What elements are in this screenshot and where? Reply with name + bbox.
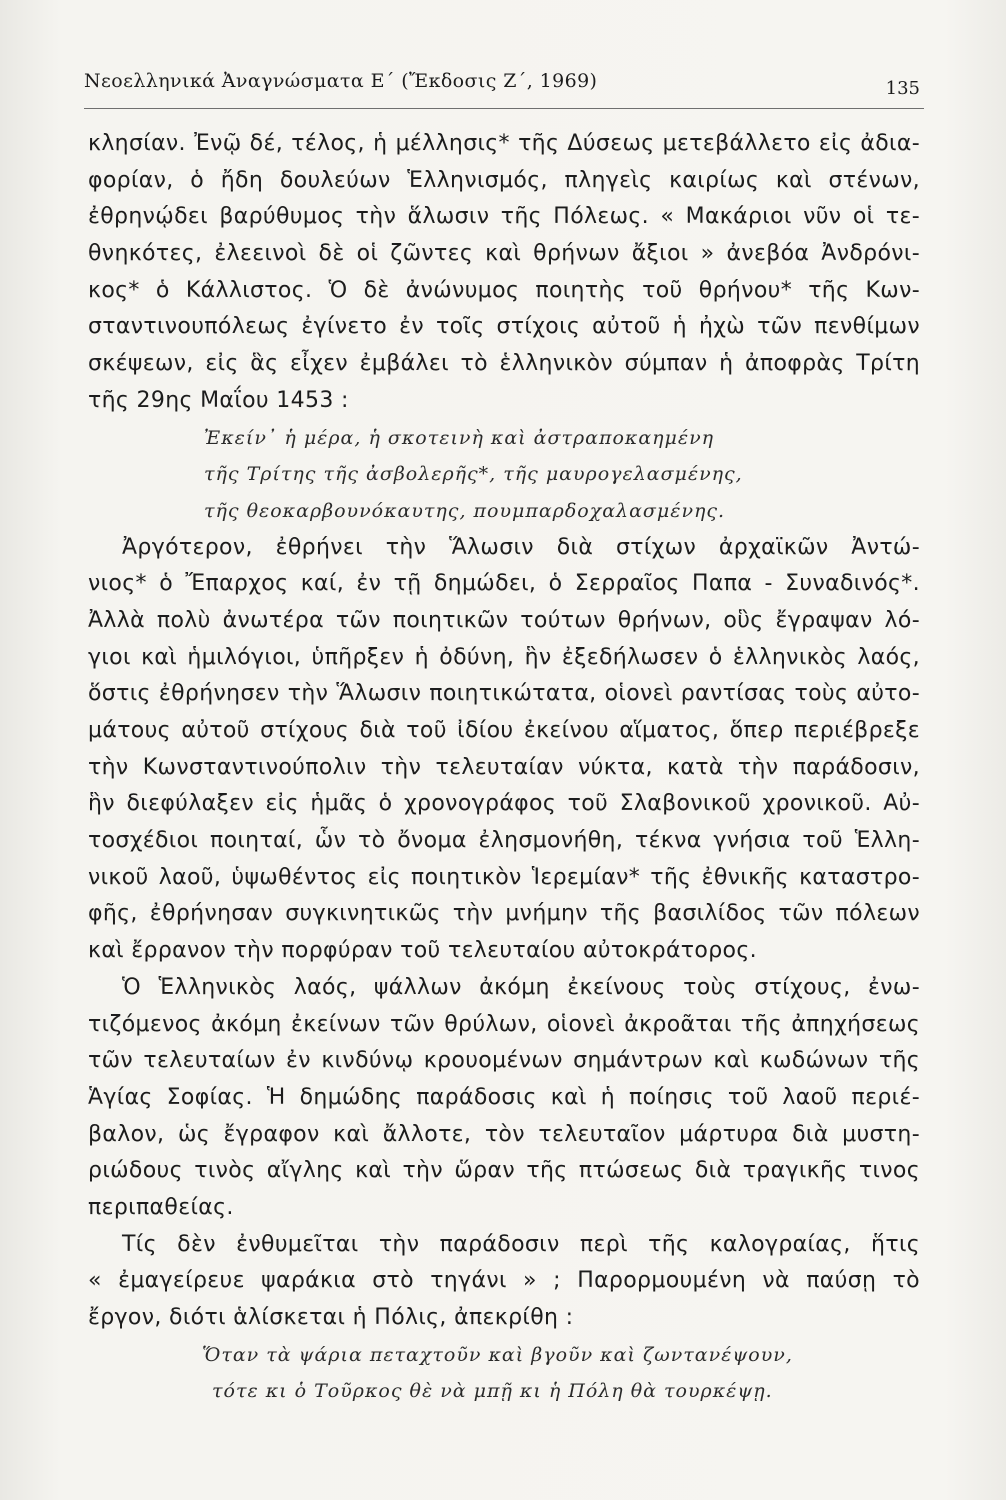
verse-line: Ὅταν τὰ ψάρια πεταχτοῦν καὶ βγοῦν καὶ ζωντανέψουν,: [202, 1343, 793, 1366]
text-line: θνηκότες, ἐλεεινοὶ δὲ οἱ ζῶντες καὶ θρήνων ἄξιοι » ἀνεβόα Ἀνδρόνι-: [88, 241, 920, 267]
text-line: Τίς δὲν ἐνθυμεῖται τὴν παράδοσιν περὶ τῆς καλογραίας, ἥτις: [122, 1231, 920, 1257]
paragraph-1: [88, 126, 920, 420]
text-line: νικοῦ λαοῦ, ὑψωθέντος εἰς ποιητικὸν Ἱερεμίαν* τῆς ἐθνικῆς καταστρο-: [88, 864, 920, 890]
text-line: ἔργον, διότι ἁλίσκεται ἡ Πόλις, ἀπεκρίθη :: [88, 1305, 574, 1330]
text-line: σκέψεων, εἰς ἃς εἶχεν ἐμβάλει τὸ ἑλληνικὸν σύμπαν ἡ ἀποφρὰς Τρίτη: [88, 351, 920, 377]
header-rule: [84, 108, 924, 109]
text-line: καὶ ἔρρανον τὴν πορφύραν τοῦ τελευταίου αὐτοκράτορος.: [88, 938, 757, 964]
text-line: ἣν διεφύλαξεν εἰς ἡμᾶς ὁ χρονογράφος τοῦ Σλαβονικοῦ χρονικοῦ. Αὐ-: [88, 791, 920, 817]
paragraph-4: [88, 1227, 920, 1337]
text-line: τοσχέδιοι ποιηταί, ὧν τὸ ὄνομα ἐλησμονήθη, τέκνα γνήσια τοῦ Ἑλλη-: [88, 828, 920, 854]
text-line: κλησίαν. Ἐνῷ δέ, τέλος, ἡ μέλλησις* τῆς Δύσεως μετεβάλλετο εἰς ἀδια-: [88, 131, 920, 156]
text-line: σταντινουπόλεως ἐγίνετο ἐν τοῖς στίχοις αὐτοῦ ἡ ἠχὼ τῶν πενθίμων: [88, 314, 920, 340]
running-head: [84, 62, 924, 102]
text-line: ἐθρηνῴδει βαρύθυμος τὴν ἅλωσιν τῆς Πόλεως. « Μακάριοι νῦν οἱ τε-: [88, 204, 920, 230]
text-line: γιοι καὶ ἡμιλόγιοι, ὑπῆρξεν ἡ ὀδύνη, ἣν ἐξεδήλωσεν ὁ ἑλληνικὸς λαός,: [88, 644, 920, 670]
verse-line: τότε κι ὁ Τοῦρκος θὲ νὰ μπῇ κι ἡ Πόλη θὰ τουρκέψῃ.: [212, 1380, 773, 1403]
body-text: [88, 126, 920, 1410]
text-line: τῆς 29ης Μαΐου 1453 :: [88, 387, 349, 413]
text-line: τὴν Κωνσταντινούπολιν τὴν τελευταίαν νύκτα, κατὰ τὴν παράδοσιν,: [88, 754, 920, 780]
text-line: βαλον, ὡς ἔγραφον καὶ ἄλλοτε, τὸν τελευταῖον μάρτυρα διὰ μυστη-: [88, 1121, 920, 1147]
text-line: Ἁγίας Σοφίας. Ἡ δημώδης παράδοσις καὶ ἡ ποίησις τοῦ λαοῦ περιέ-: [88, 1084, 920, 1110]
text-line: ριώδους τινὸς αἴγλης καὶ τὴν ὥραν τῆς πτώσεως διὰ τραγικῆς τινος: [88, 1158, 920, 1184]
text-line: « ἐμαγείρευε ψαράκια στὸ τηγάνι » ; Παρορμουμένη νὰ παύσῃ τὸ: [88, 1268, 920, 1294]
text-line: Ἀλλὰ πολὺ ἀνωτέρα τῶν ποιητικῶν τούτων θρήνων, οὓς ἔγραψαν λό-: [88, 607, 920, 633]
verse-line: τῆς Τρίτης τῆς ἀσβολερῆς*, τῆς μαυρογελασμένης,: [204, 463, 743, 486]
running-title: Νεοελληνικά Ἀναγνώσματα Ε΄ (Ἔκδοσις Ζ΄, 1969): [84, 70, 598, 92]
text-line: φῆς, ἐθρήνησαν συγκινητικῶς τὴν μνήμην τῆς βασιλίδος τῶν πόλεων: [88, 901, 920, 927]
text-line: νιος* ὁ Ἔπαρχος καί, ἐν τῇ δημώδει, ὁ Σερραῖος Παπα - Συναδινός*.: [88, 571, 920, 597]
text-line: φορίαν, ὁ ἤδη δουλεύων Ἑλληνισμός, πληγεὶς καιρίως καὶ στένων,: [88, 167, 920, 193]
page-number: 135: [885, 78, 920, 99]
text-line: τιζόμενος ἀκόμη ἐκείνων τῶν θρύλων, οἱονεὶ ἀκροᾶται τῆς ἀπηχήσεως: [88, 1011, 920, 1037]
text-line: κος* ὁ Κάλλιστος. Ὁ δὲ ἀνώνυμος ποιητὴς τοῦ θρήνου* τῆς Κων-: [88, 277, 920, 303]
paragraph-2: [88, 530, 920, 970]
text-line: τῶν τελευταίων ἐν κινδύνῳ κρουομένων σημάντρων καὶ κωδώνων τῆς: [88, 1048, 920, 1074]
text-line: ὅστις ἐθρήνησεν τὴν Ἅλωσιν ποιητικώτατα, οἱονεὶ ραντίσας τοὺς αὐτο-: [88, 681, 920, 707]
text-line: μάτους αὐτοῦ στίχους διὰ τοῦ ἰδίου ἐκείνου αἵματος, ὅπερ περιέβρεξε: [88, 718, 920, 743]
verse-lament: [88, 420, 920, 530]
verse-line: Ἐκείν᾽ ἡ μέρα, ἡ σκοτεινὴ καὶ ἀστραποκαημένη: [204, 426, 715, 449]
text-line: Ἀργότερον, ἐθρήνει τὴν Ἅλωσιν διὰ στίχων ἀρχαϊκῶν Ἀντώ-: [122, 534, 920, 560]
text-line: Ὁ Ἑλληνικὸς λαός, ψάλλων ἀκόμη ἐκείνους τοὺς στίχους, ἐνω-: [122, 974, 920, 1000]
verse-line: τῆς θεοκαρβουνόκαυτης, πουμπαρδοχαλασμένης.: [204, 499, 726, 522]
paragraph-3: [88, 970, 920, 1227]
text-line: περιπαθείας.: [88, 1194, 234, 1220]
verse-nun-saying: [88, 1337, 920, 1410]
